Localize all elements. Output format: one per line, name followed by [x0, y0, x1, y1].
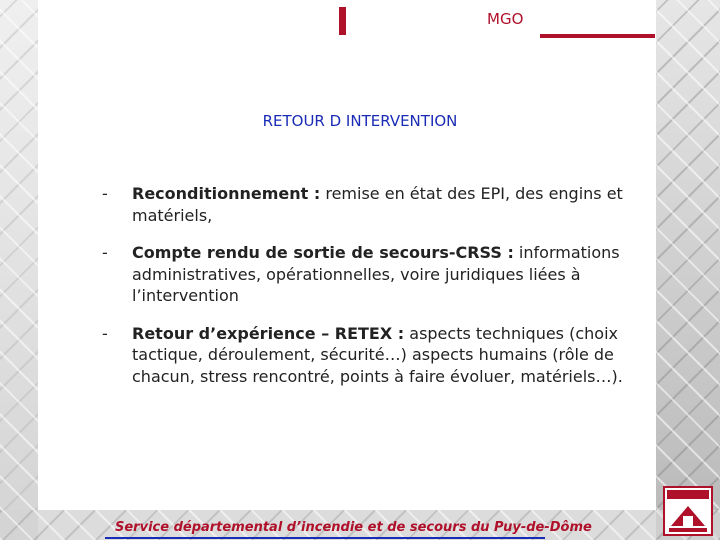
footer-text: Service départemental d’incendie et de secours du Puy-de-Dôme [115, 520, 592, 535]
bullet-dash: - [102, 323, 108, 343]
bullet-text [132, 323, 624, 388]
bullet-list [104, 183, 624, 403]
bullet-item [104, 183, 624, 226]
bullet-heading: Reconditionnement : [132, 184, 321, 203]
footer-underline [105, 537, 545, 539]
sdis-logo-icon [663, 486, 713, 536]
bullet-dash: - [102, 243, 108, 262]
bullet-dash: - [102, 184, 108, 203]
diamond-plate-left [0, 0, 38, 540]
header-underline [540, 34, 655, 38]
bullet-heading: Compte rendu de sortie de secours-CRSS : [132, 243, 514, 262]
bullet-text [132, 242, 624, 307]
slide-title: RETOUR D INTERVENTION [262, 112, 458, 130]
bullet-item [104, 323, 624, 388]
header-tag: MGO [487, 10, 524, 28]
diamond-plate-right [656, 0, 720, 540]
bullet-text [132, 183, 624, 226]
bullet-heading: Retour d’expérience – RETEX : [132, 323, 405, 343]
bullet-body: informations administratives, opérationnelles, voire juridiques liées à l’intervention [132, 243, 620, 305]
bullet-body: aspects techniques (choix tactique, déroulement, sécurité…) aspects humains (rôle de chacun, stress rencontré, points à faire évoluer, matériels…). [132, 323, 623, 386]
bullet-body: remise en état des EPI, des engins et matériels, [132, 184, 623, 225]
header-accent-bar [339, 7, 346, 35]
bullet-item [104, 242, 624, 307]
